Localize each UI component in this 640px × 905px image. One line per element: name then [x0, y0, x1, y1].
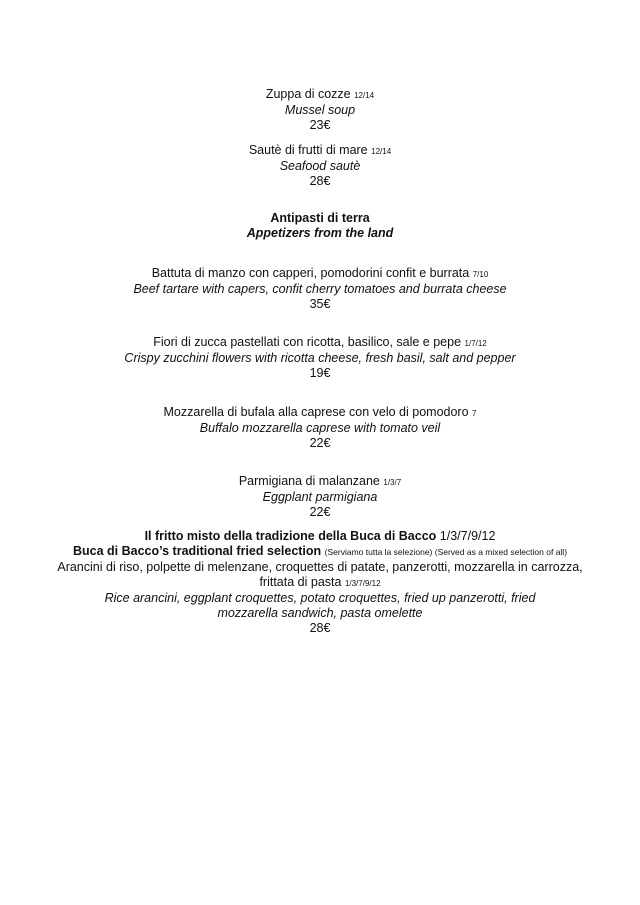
fritto-subtitle: Buca di Bacco’s traditional fried selection	[72, 544, 322, 558]
section-header-land	[40, 211, 600, 241]
item-name: Parmigiana di malanzane	[238, 474, 380, 488]
item-name-line	[40, 474, 600, 490]
allergen-codes: 12/14	[354, 91, 375, 100]
item-name: Zuppa di cozze	[265, 87, 351, 101]
fritto-description-line	[30, 560, 610, 591]
item-price: 35€	[309, 297, 331, 311]
allergen-codes: 1/3/7/9/12	[439, 529, 496, 543]
item-name: Sautè di frutti di mare	[248, 143, 368, 157]
item-name-line	[40, 143, 600, 159]
item-translation: Beef tartare with capers, confit cherry tomatoes and burrata cheese	[133, 282, 507, 296]
menu-item-fritto-misto	[30, 529, 610, 636]
fritto-title-line	[30, 529, 610, 544]
item-price: 22€	[309, 505, 331, 519]
item-translation: Eggplant parmigiana	[262, 490, 378, 504]
item-translation: Crispy zucchini flowers with ricotta cheese, fresh basil, salt and pepper	[124, 351, 516, 365]
section-title: Antipasti di terra	[270, 211, 370, 225]
item-translation: Mussel soup	[284, 103, 356, 117]
menu-item-fiori-di-zucca	[40, 335, 600, 381]
menu-item-battuta-di-manzo	[40, 266, 600, 312]
allergen-codes: 1/3/7	[383, 478, 402, 487]
fritto-subtitle-note: (Serviamo tutta la selezione) (Served as a mixed selection of all)	[324, 547, 568, 557]
item-price: 28€	[309, 621, 331, 635]
item-price: 22€	[309, 436, 331, 450]
menu-item-mozzarella-di-bufala	[40, 405, 600, 451]
item-translation: Buffalo mozzarella caprese with tomato veil	[199, 421, 441, 435]
item-name: Battuta di manzo con capperi, pomodorini confit e burrata	[151, 266, 470, 280]
allergen-codes: 12/14	[371, 147, 392, 156]
item-name: Mozzarella di bufala alla caprese con velo di pomodoro	[163, 405, 469, 419]
item-name-line	[40, 335, 600, 351]
section-subtitle: Appetizers from the land	[246, 226, 394, 240]
allergen-codes: 7/10	[472, 270, 489, 279]
item-name: Fiori di zucca pastellati con ricotta, basilico, sale e pepe	[153, 335, 462, 349]
item-price: 28€	[309, 174, 331, 188]
item-name-line	[40, 87, 600, 103]
item-price: 19€	[309, 366, 331, 380]
menu-item-saute-frutti-di-mare	[40, 143, 600, 189]
item-name-line	[40, 266, 600, 282]
item-price: 23€	[309, 118, 331, 132]
allergen-codes: 7	[472, 409, 477, 418]
fritto-subtitle-line	[30, 544, 610, 560]
fritto-translation: Rice arancini, eggplant croquettes, potato croquettes, fried up panzerotti, fried mozzarella sandwich, pasta omelette	[104, 591, 536, 620]
menu-item-zuppa-di-cozze	[40, 87, 600, 133]
item-translation: Seafood sautè	[279, 159, 361, 173]
item-name-line	[40, 405, 600, 421]
fritto-title: Il fritto misto della tradizione della Buca di Bacco	[144, 529, 437, 543]
allergen-codes: 1/7/12	[464, 339, 487, 348]
allergen-codes: 1/3/7/9/12	[344, 579, 381, 588]
fritto-description: Arancini di riso, polpette di melenzane, croquettes di patate, panzerotti, mozzarella in carrozza, frittata di pasta	[57, 560, 583, 589]
menu-item-parmigiana	[40, 474, 600, 520]
